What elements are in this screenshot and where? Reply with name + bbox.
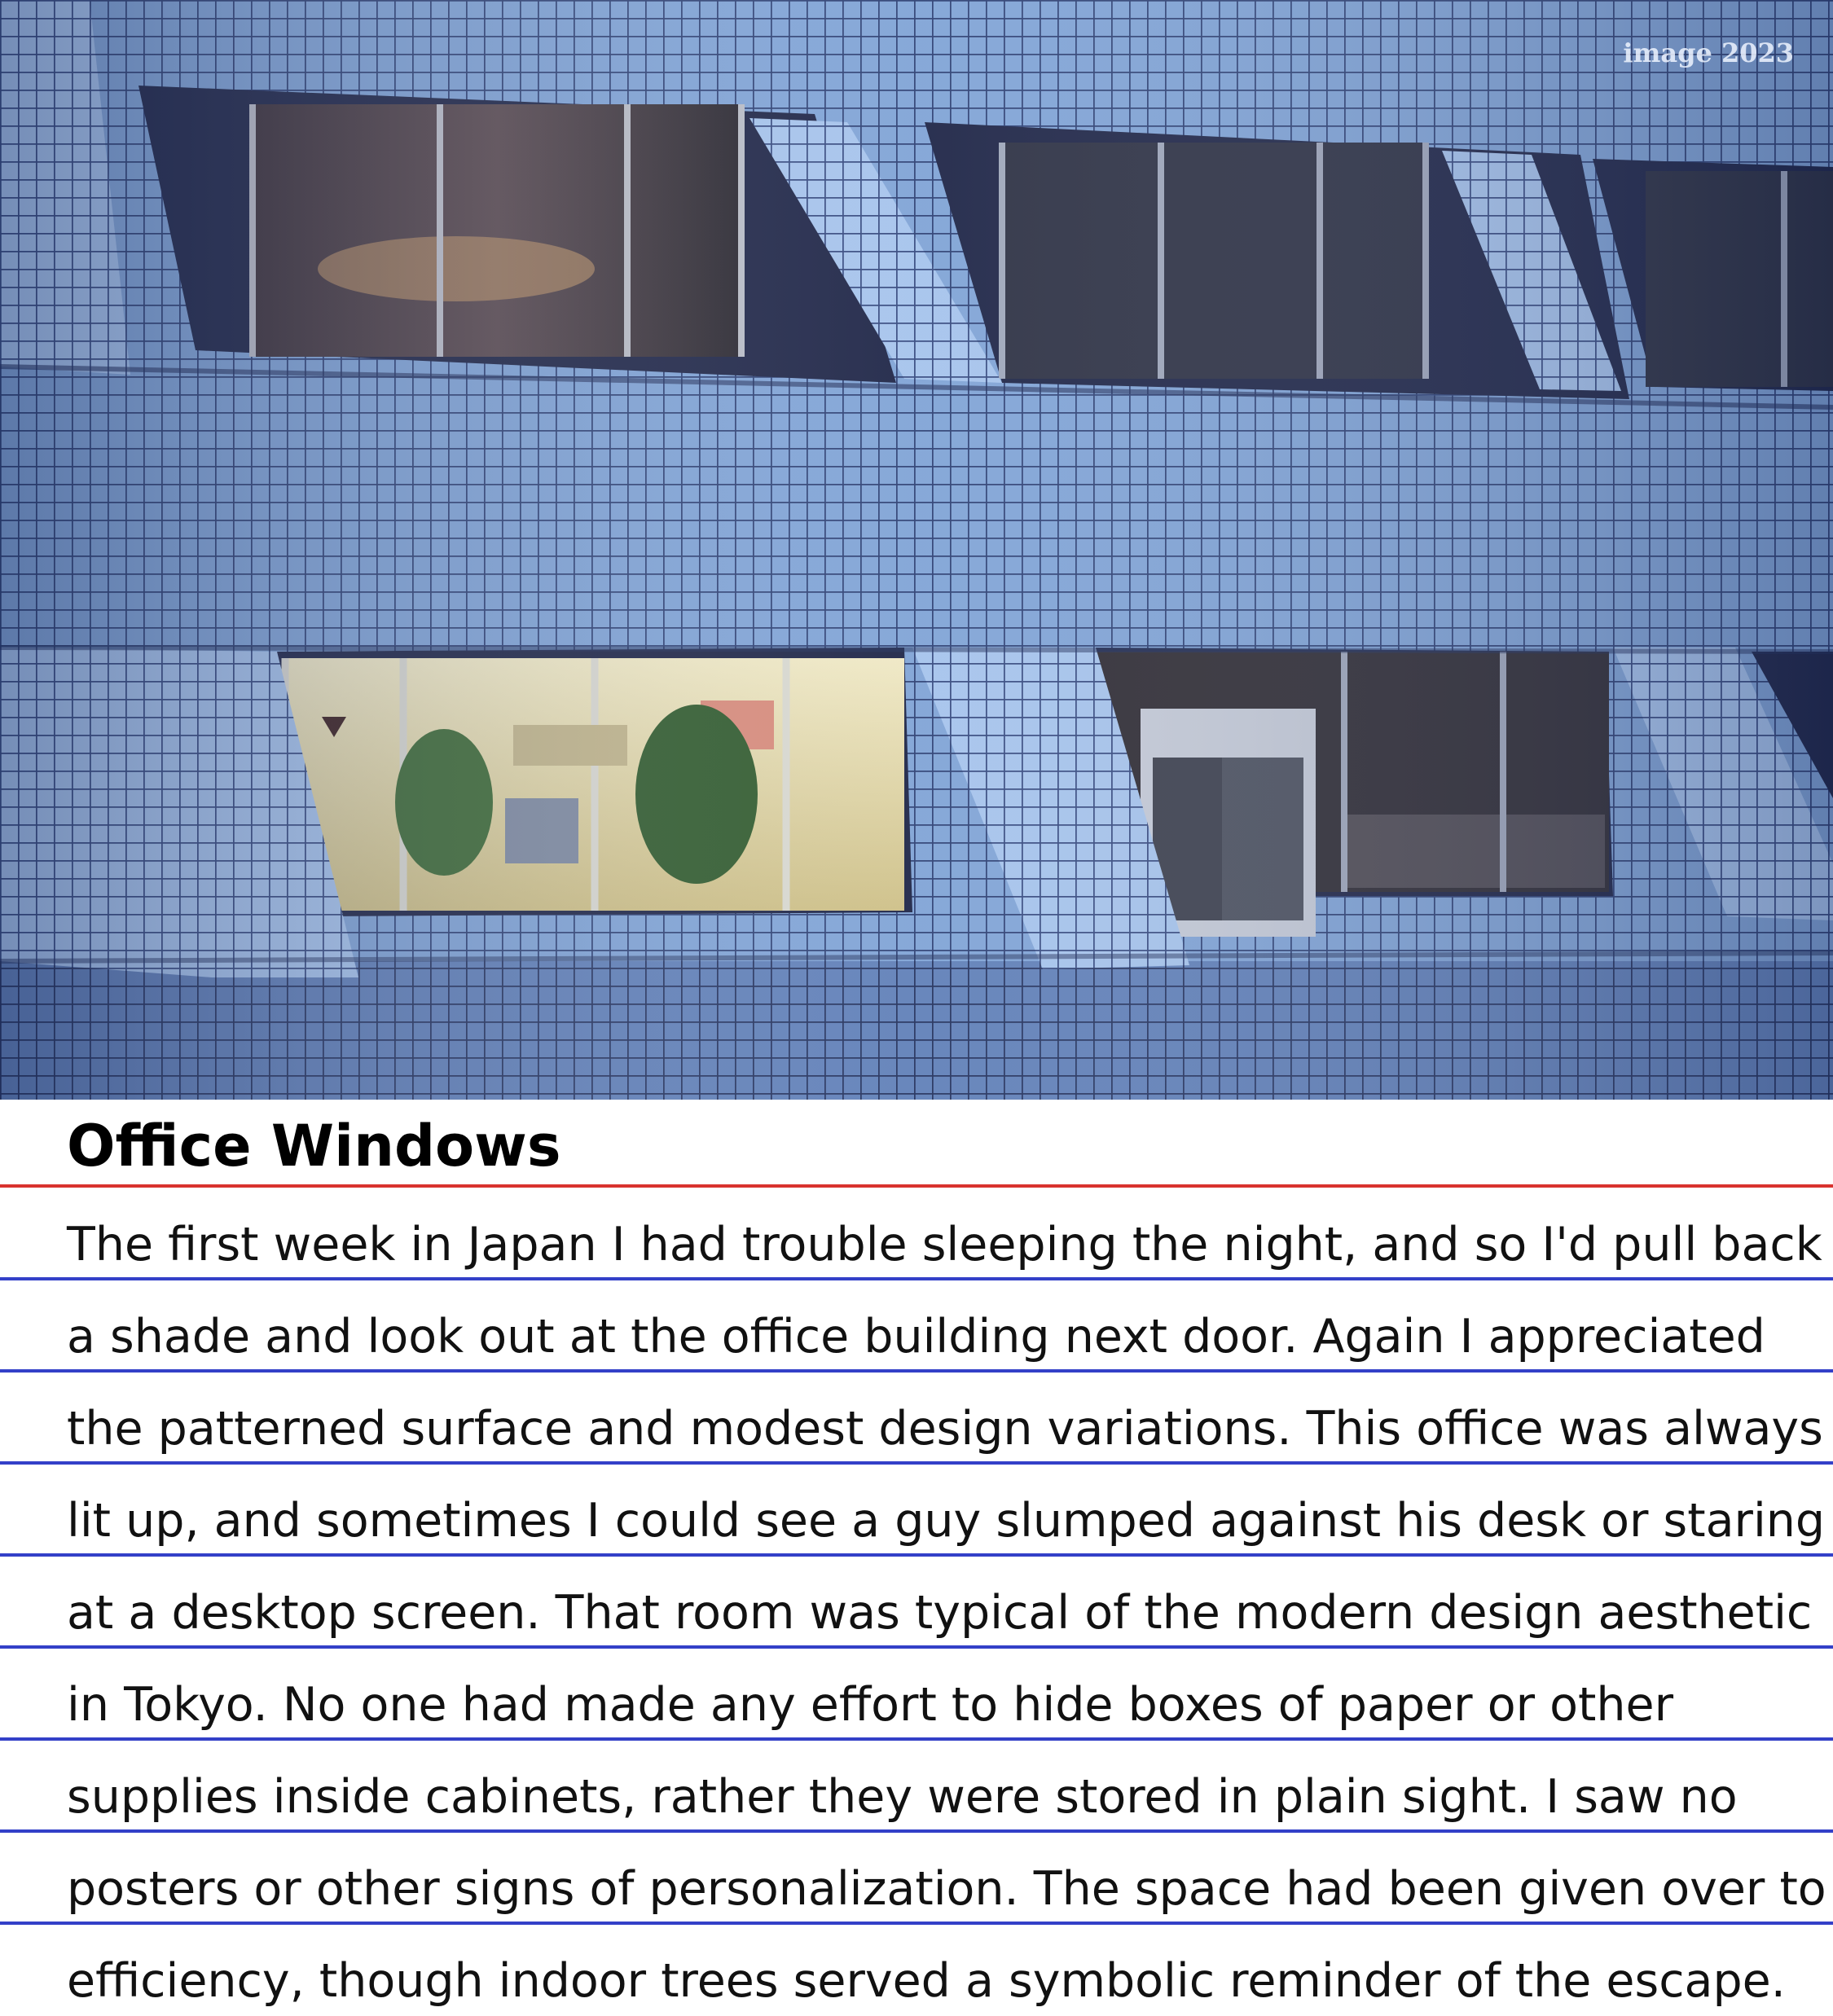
title-rule [0, 1184, 1833, 1188]
line-rule [0, 1461, 1833, 1465]
article-line: at a desktop screen. That room was typical of the modern design aesthetic [67, 1586, 1813, 1640]
article-line: efficiency, though indoor trees served a symbolic reminder of the escape. [67, 1954, 1786, 2008]
article-line: a shade and look out at the office building next door. Again I appreciated [67, 1310, 1765, 1364]
article-line: The first week in Japan I had trouble sleeping the night, and so I'd pull back [67, 1218, 1822, 1272]
line-rule [0, 1829, 1833, 1833]
line-rule [0, 1737, 1833, 1741]
article-line: lit up, and sometimes I could see a guy slumped against his desk or staring [67, 1494, 1826, 1548]
article-line: posters or other signs of personalization. The space had been given over to [67, 1862, 1826, 1916]
image-watermark: image 2023 [1623, 37, 1794, 68]
article-title: Office Windows [67, 1113, 561, 1179]
article-line: in Tokyo. No one had made any effort to hide boxes of paper or other [67, 1678, 1674, 1732]
line-rule [0, 1553, 1833, 1557]
line-rule [0, 1369, 1833, 1373]
line-rule [0, 1645, 1833, 1649]
line-rule [0, 1277, 1833, 1280]
line-rule [0, 1922, 1833, 1925]
article-line: the patterned surface and modest design variations. This office was always [67, 1402, 1823, 1456]
article-line: supplies inside cabinets, rather they were stored in plain sight. I saw no [67, 1770, 1738, 1824]
